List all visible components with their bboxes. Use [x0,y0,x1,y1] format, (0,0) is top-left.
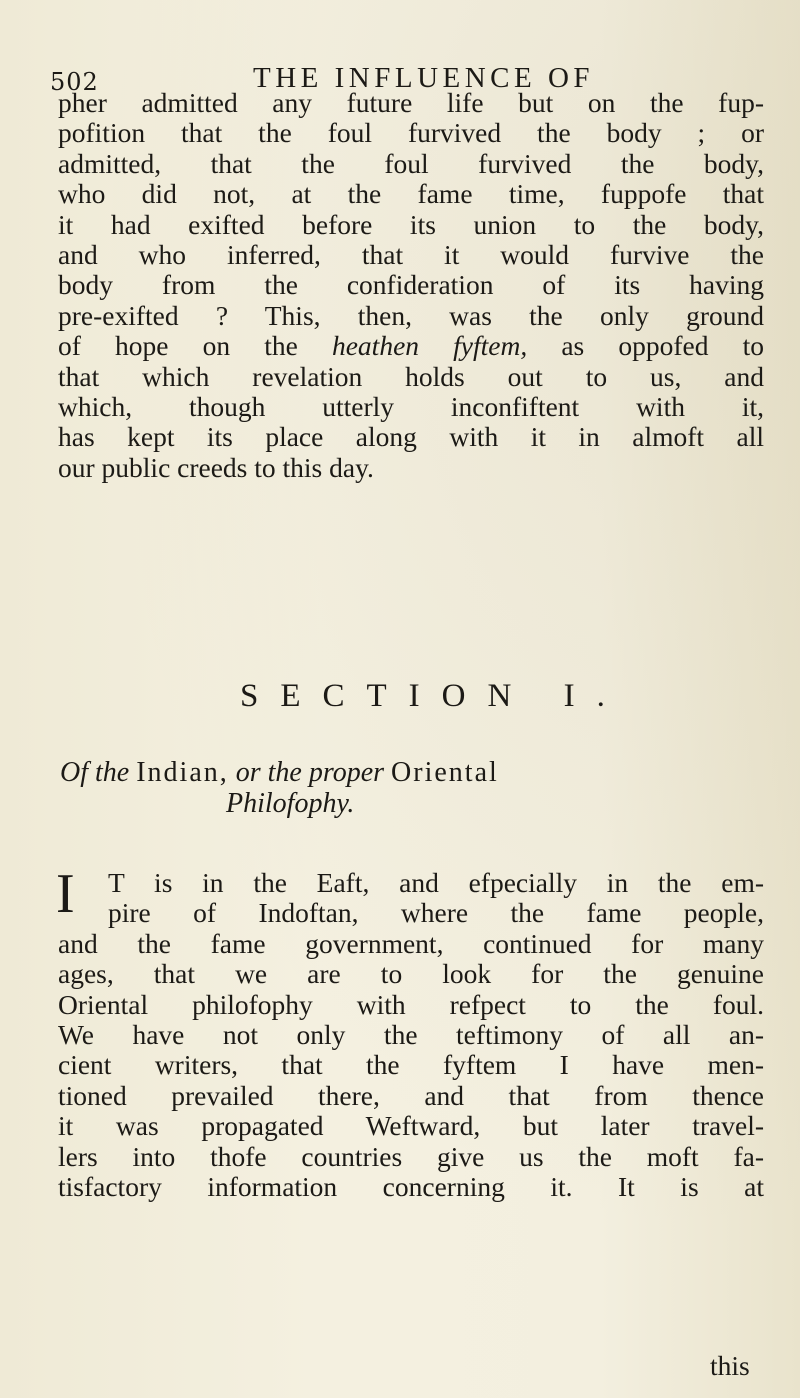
text-line: who did not, at the fame time, fuppofe that [58,178,764,210]
text-line: which, though utterly inconfiftent with it, [58,391,764,423]
subheading-line-2: Philofophy. [226,788,355,819]
text-run: of hope on the [58,330,298,362]
text-line: Oriental philofophy with refpect to the foul. [58,988,764,1020]
subheading-of: Of the [60,757,130,788]
text-line: and who inferred, that it would furvive the [58,239,764,271]
paragraph-1 [58,88,764,483]
text-line: pre-exifted ? This, then, was the only ground [58,299,764,331]
running-head: THE INFLUENCE OF [253,62,595,94]
subheading-line-1 [60,757,760,788]
text-line: and the fame government, continued for many [58,927,764,959]
subheading-indian: Indian, [136,757,229,788]
subheading-or: or the proper [235,757,385,788]
text-line: it had exifted before its union to the body, [58,208,764,240]
text-line: it was propagated Weftward, but later travel- [58,1110,764,1142]
catchword: this [710,1350,750,1381]
text-line: tisfactory information concerning it. It is at [58,1171,764,1203]
text-line: tioned prevailed there, and that from thence [58,1079,764,1111]
drop-cap: I [56,863,75,925]
text-line: ages, that we are to look for the genuine [58,958,764,990]
subheading-oriental: Oriental [391,757,499,788]
text-line: pire of Indoftan, where the fame people, [108,897,764,929]
text-run: as oppofed to [561,330,765,362]
text-line: cient writers, that the fyftem I have men- [58,1049,764,1081]
text-line: pofition that the foul furvived the body ; or [58,117,764,149]
page-number: 502 [50,68,99,96]
text-line: lers into thofe countries give us the moft fa- [58,1140,764,1172]
text-line: our public creeds to this day. [58,451,374,483]
section-heading: SECTION I. [240,678,627,714]
text-line: that which revelation holds out to us, and [58,360,764,392]
section-subheading [60,757,760,819]
paragraph-2 [56,863,764,1203]
text-line: pher admitted any future life but on the fup- [58,87,764,118]
text-line: body from the confideration of its having [58,269,764,301]
text-line: has kept its place along with it in almoft all [58,421,764,453]
text-line: admitted, that the foul furvived the body, [58,147,764,179]
italic-phrase: heathen fyftem, [331,330,528,362]
text-line: T is in the Eaft, and efpecially in the em- [108,867,764,898]
text-line: We have not only the teftimony of all an- [58,1019,764,1051]
text-line-mixed [58,331,764,361]
